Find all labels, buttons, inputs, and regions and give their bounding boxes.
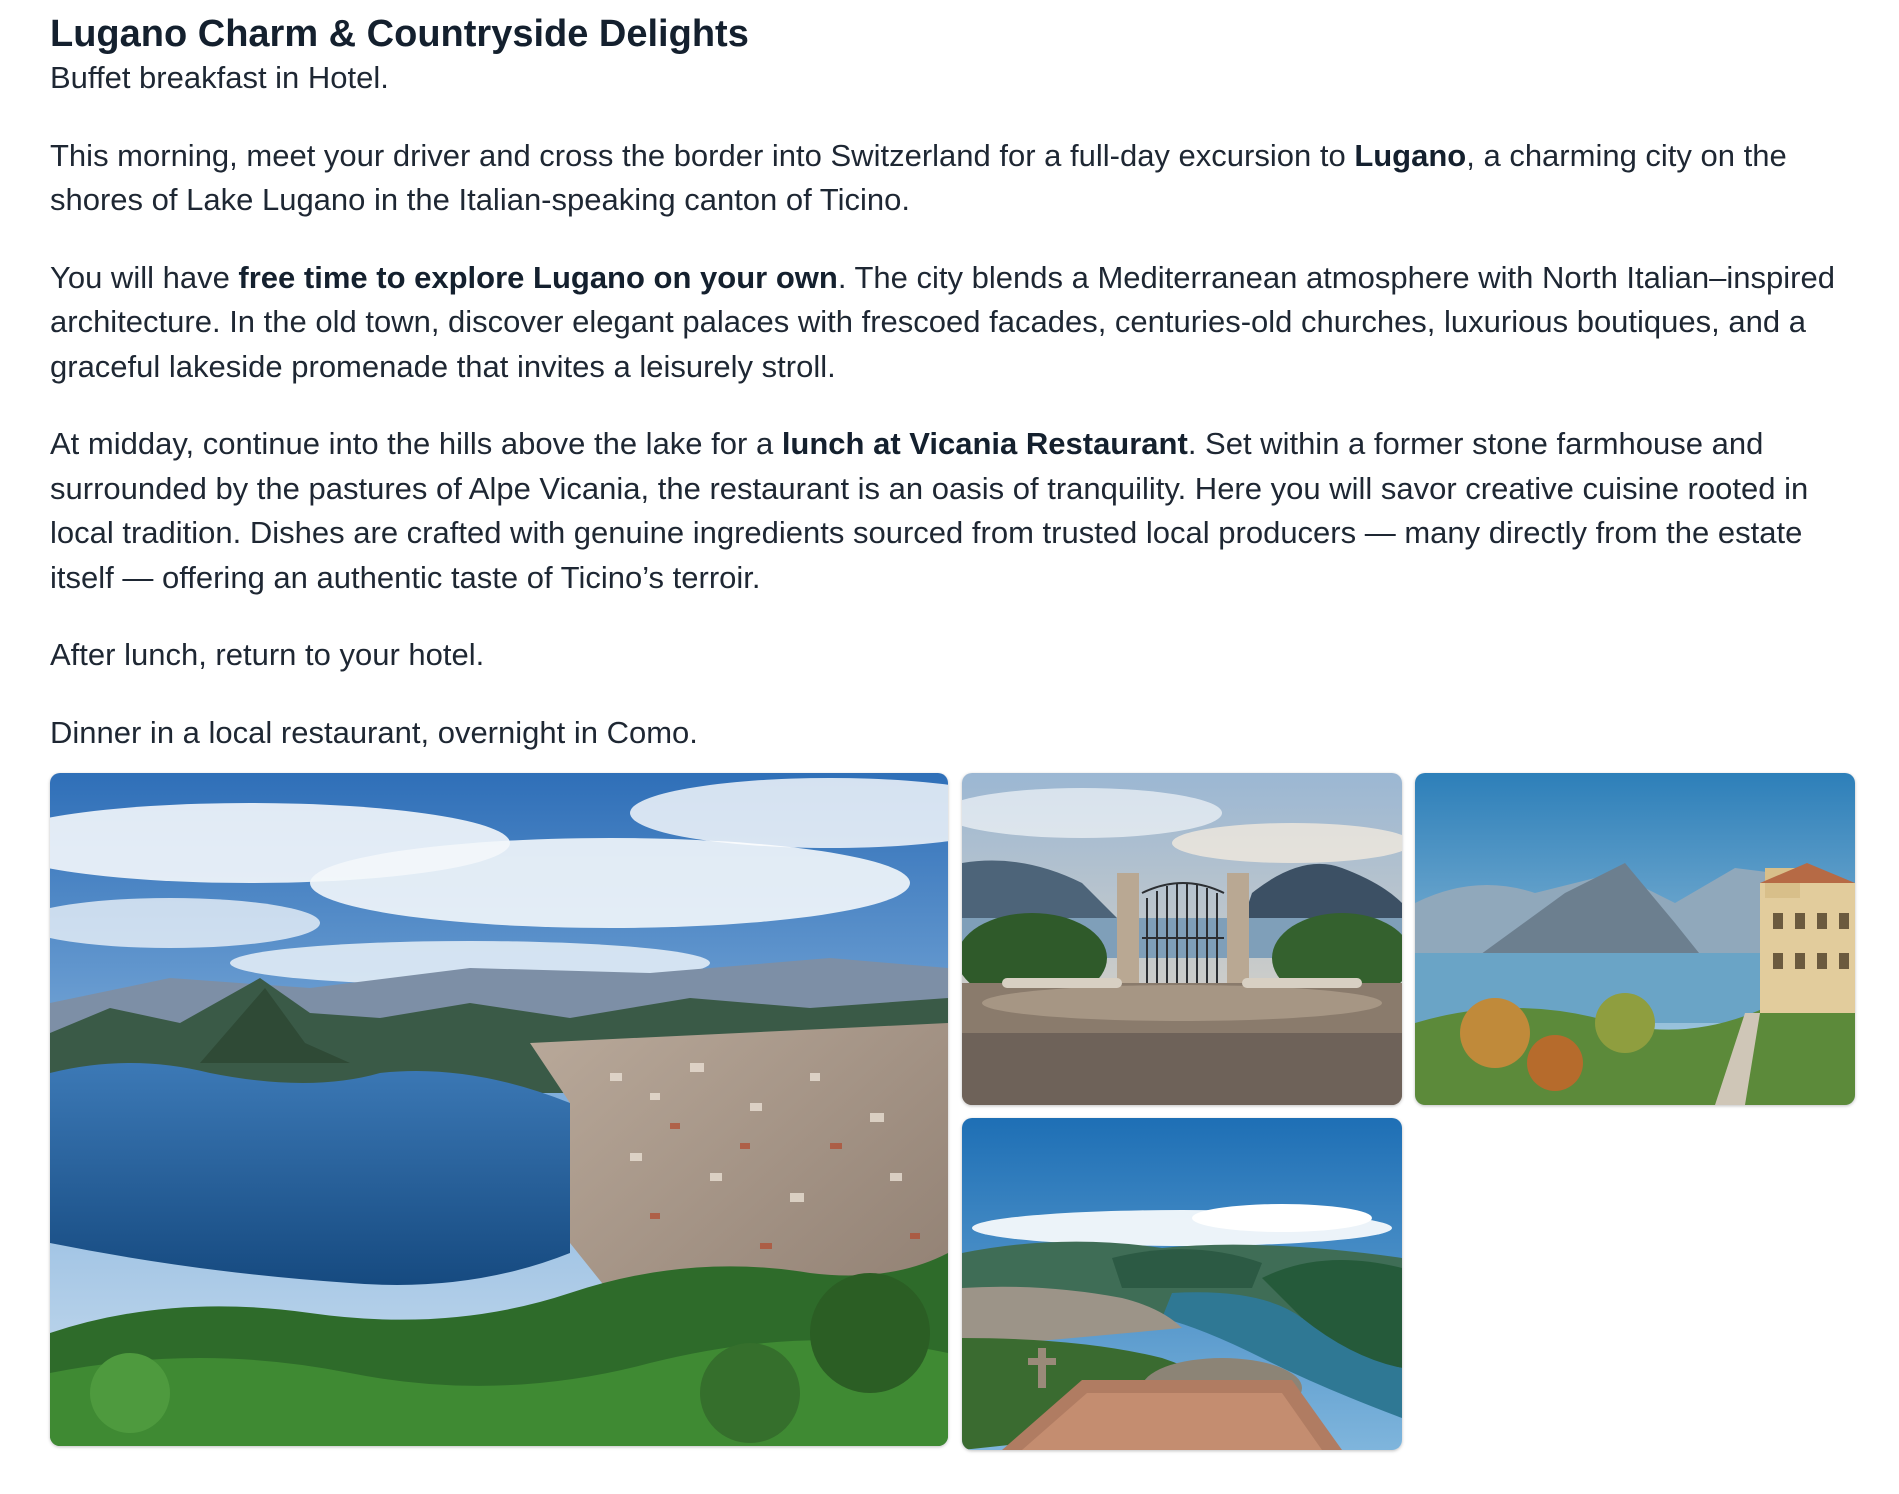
excursion-text-start: This morning, meet your driver and cross the border into Switzerland for a full-day excursion to [50, 137, 1355, 173]
lunch-text-start: At midday, continue into the hills above the lake for a [50, 426, 782, 461]
lunch-highlight: lunch at Vicania Restaurant [781, 426, 1188, 461]
lakeside-gate-image [962, 773, 1402, 1105]
dinner-paragraph: Dinner in a local restaurant, overnight in Como. [50, 714, 698, 750]
excursion-city-name: Lugano [1354, 137, 1467, 173]
lake-valley-view-image [962, 1118, 1402, 1450]
free-time-text-end: . The city blends a Mediterranean atmosphere with North Italian–inspired architecture. In the old town, discover elegant palaces with frescoed facades, centuries-old churches, luxurious boutiques, and a graceful lakeside promenade that invites a leisurely stroll. [50, 259, 1835, 384]
excursion-paragraph [50, 134, 1870, 223]
day-title: Lugano Charm & Countryside Delights [50, 13, 749, 55]
hillside-villa-image [1415, 773, 1855, 1105]
lugano-panorama-photo[interactable] [50, 773, 948, 1446]
hillside-villa-photo[interactable] [1415, 773, 1855, 1105]
lake-valley-view-photo[interactable] [962, 1118, 1402, 1450]
lunch-paragraph [50, 422, 1870, 600]
photo-gallery [50, 773, 1870, 1453]
lakeside-gate-photo[interactable] [962, 773, 1402, 1105]
excursion-text-end: , a charming city on the shores of Lake Lugano in the Italian-speaking canton of Ticino. [50, 137, 1787, 217]
breakfast-note: Buffet breakfast in Hotel. [50, 60, 389, 95]
free-time-text-start: You will have [50, 259, 239, 295]
lunch-text-end: . Set within a former stone farmhouse and surrounded by the pastures of Alpe Vicania, the restaurant is an oasis of tranquility. Here you will savor creative cuisine rooted in local tradition. Dishes are crafted with genuine ingredients sourced from trusted local producers — many directly from the estate itself — offering an authentic taste of Ticino’s terroir. [50, 426, 1809, 595]
lugano-panorama-image [50, 773, 948, 1446]
free-time-paragraph [50, 256, 1870, 390]
itinerary-day [50, 12, 1870, 755]
return-paragraph: After lunch, return to your hotel. [50, 637, 485, 672]
free-time-highlight: free time to explore Lugano on your own [238, 259, 838, 295]
